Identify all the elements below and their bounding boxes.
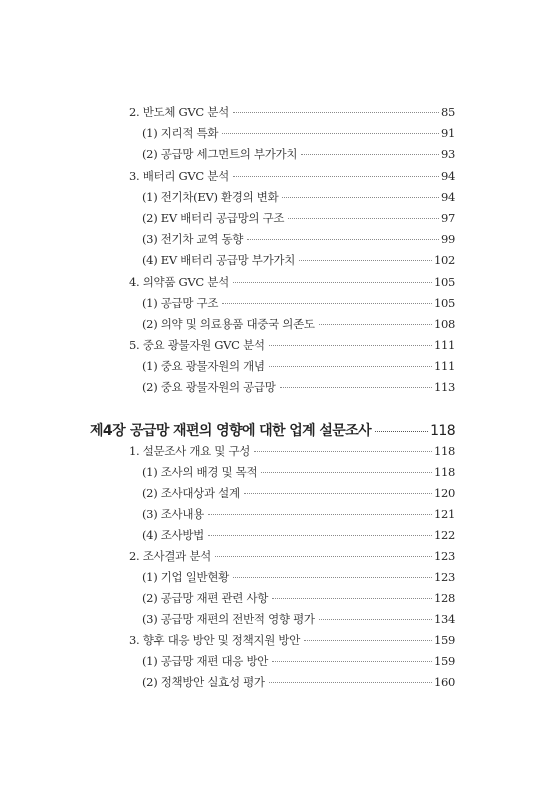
page-number: 134 <box>433 612 455 626</box>
chapter-heading <box>90 420 371 440</box>
toc-section-entry <box>129 632 455 648</box>
entry-title: (4) EV 배터리 공급망 부가가치 <box>142 253 296 267</box>
page-number: 94 <box>440 169 455 183</box>
dot-leader <box>247 239 439 240</box>
dot-leader <box>282 197 439 198</box>
page-number: 120 <box>433 486 455 500</box>
page-number: 105 <box>433 296 455 310</box>
chapter-entry <box>90 420 455 440</box>
page-number: 123 <box>433 549 455 563</box>
page-number: 118 <box>430 423 455 439</box>
dot-leader <box>233 176 439 177</box>
toc-subsection-entry <box>142 590 455 606</box>
dot-leader <box>254 451 432 452</box>
dot-leader <box>208 535 432 536</box>
toc-subsection-entry <box>142 358 455 374</box>
toc-subsection-entry <box>142 527 455 543</box>
page-number: 108 <box>433 317 455 331</box>
entry-title: (2) 공급망 재편 관련 사항 <box>142 591 269 605</box>
toc-subsection-entry <box>142 379 455 395</box>
dot-leader <box>269 345 432 346</box>
toc-section-entry <box>129 443 455 459</box>
dot-leader <box>269 682 432 683</box>
dot-leader <box>299 260 432 261</box>
toc-subsection-entry <box>142 611 455 627</box>
dot-leader <box>319 324 432 325</box>
entry-title: 5. 중요 광물자원 GVC 분석 <box>129 338 265 352</box>
page-number: 105 <box>433 275 455 289</box>
page-number: 93 <box>440 147 455 161</box>
entry-title: 3. 배터리 GVC 분석 <box>129 169 229 183</box>
entry-title: (1) 전기차(EV) 환경의 변화 <box>142 190 279 204</box>
toc-section-entry <box>129 274 455 290</box>
dot-leader <box>319 619 432 620</box>
dot-leader <box>222 303 432 304</box>
entry-title: (3) 조사내용 <box>142 507 204 521</box>
page-number: 159 <box>433 633 455 647</box>
toc-section-entry <box>129 337 455 353</box>
dot-leader <box>233 112 439 113</box>
toc-subsection-entry <box>142 464 455 480</box>
page-number: 97 <box>440 211 455 225</box>
page-number: 91 <box>440 126 455 140</box>
entry-title: (2) 정책방안 실효성 평가 <box>142 675 265 689</box>
toc-section-entry <box>129 168 455 184</box>
dot-leader <box>233 577 432 578</box>
page-number: 122 <box>433 528 455 542</box>
dot-leader <box>222 133 439 134</box>
toc-subsection-entry <box>142 210 455 226</box>
page-number: 111 <box>433 338 455 352</box>
toc-subsection-entry <box>142 125 455 141</box>
entry-title: (2) 중요 광물자원의 공급망 <box>142 380 276 394</box>
toc-section-entry <box>129 104 455 120</box>
toc-subsection-entry <box>142 506 455 522</box>
page-number: 118 <box>433 444 455 458</box>
entry-title: (1) 공급망 재편 대응 방안 <box>142 654 269 668</box>
entry-title: 2. 조사결과 분석 <box>129 549 211 563</box>
entry-title: (2) 공급망 세그먼트의 부가가치 <box>142 147 298 161</box>
dot-leader <box>280 387 432 388</box>
dot-leader <box>304 640 432 641</box>
page-number: 118 <box>433 465 455 479</box>
dot-leader <box>375 431 428 432</box>
entry-title: (1) 공급망 구조 <box>142 296 219 310</box>
page-number: 123 <box>433 570 455 584</box>
dot-leader <box>269 366 432 367</box>
entry-title: (3) 전기차 교역 동향 <box>142 232 244 246</box>
page-number: 99 <box>440 232 455 246</box>
page-number: 111 <box>433 359 455 373</box>
toc-subsection-entry <box>142 146 455 162</box>
toc-subsection-entry <box>142 231 455 247</box>
chapter-title: 공급망 재편의 영향에 대한 업계 설문조사 <box>130 423 372 439</box>
entry-title: (1) 기업 일반현황 <box>142 570 229 584</box>
page-number: 94 <box>440 190 455 204</box>
toc-section-entry <box>129 548 455 564</box>
entry-title: (4) 조사방법 <box>142 528 204 542</box>
dot-leader <box>272 598 432 599</box>
dot-leader <box>261 472 432 473</box>
page-number: 113 <box>433 380 455 394</box>
entry-title: (1) 중요 광물자원의 개념 <box>142 359 265 373</box>
toc-subsection-entry <box>142 569 455 585</box>
toc-subsection-entry <box>142 316 455 332</box>
toc-subsection-entry <box>142 485 455 501</box>
chapter-number: 제4장 <box>90 423 125 439</box>
entry-title: (3) 공급망 재편의 전반적 영향 평가 <box>142 612 315 626</box>
toc-subsection-entry <box>142 674 455 690</box>
toc-subsection-entry <box>142 653 455 669</box>
toc-subsection-entry <box>142 252 455 268</box>
entry-title: (2) 의약 및 의료용품 대중국 의존도 <box>142 317 315 331</box>
dot-leader <box>288 218 439 219</box>
page-number: 85 <box>440 105 455 119</box>
toc-subsection-entry <box>142 295 455 311</box>
toc-subsection-entry <box>142 189 455 205</box>
entry-title: 4. 의약품 GVC 분석 <box>129 275 229 289</box>
entry-title: (2) EV 배터리 공급망의 구조 <box>142 211 285 225</box>
page-number: 128 <box>433 591 455 605</box>
page-number: 159 <box>433 654 455 668</box>
entry-title: (2) 조사대상과 설계 <box>142 486 240 500</box>
page-number: 121 <box>433 507 455 521</box>
dot-leader <box>215 556 432 557</box>
dot-leader <box>233 282 432 283</box>
dot-leader <box>301 154 439 155</box>
page-number: 160 <box>433 675 455 689</box>
entry-title: (1) 지리적 특화 <box>142 126 219 140</box>
entry-title: (1) 조사의 배경 및 목적 <box>142 465 258 479</box>
dot-leader <box>208 514 432 515</box>
entry-title: 3. 향후 대응 방안 및 정책지원 방안 <box>129 633 301 647</box>
dot-leader <box>272 661 432 662</box>
dot-leader <box>244 493 432 494</box>
entry-title: 2. 반도체 GVC 분석 <box>129 105 229 119</box>
entry-title: 1. 설문조사 개요 및 구성 <box>129 444 251 458</box>
page-number: 102 <box>433 253 455 267</box>
